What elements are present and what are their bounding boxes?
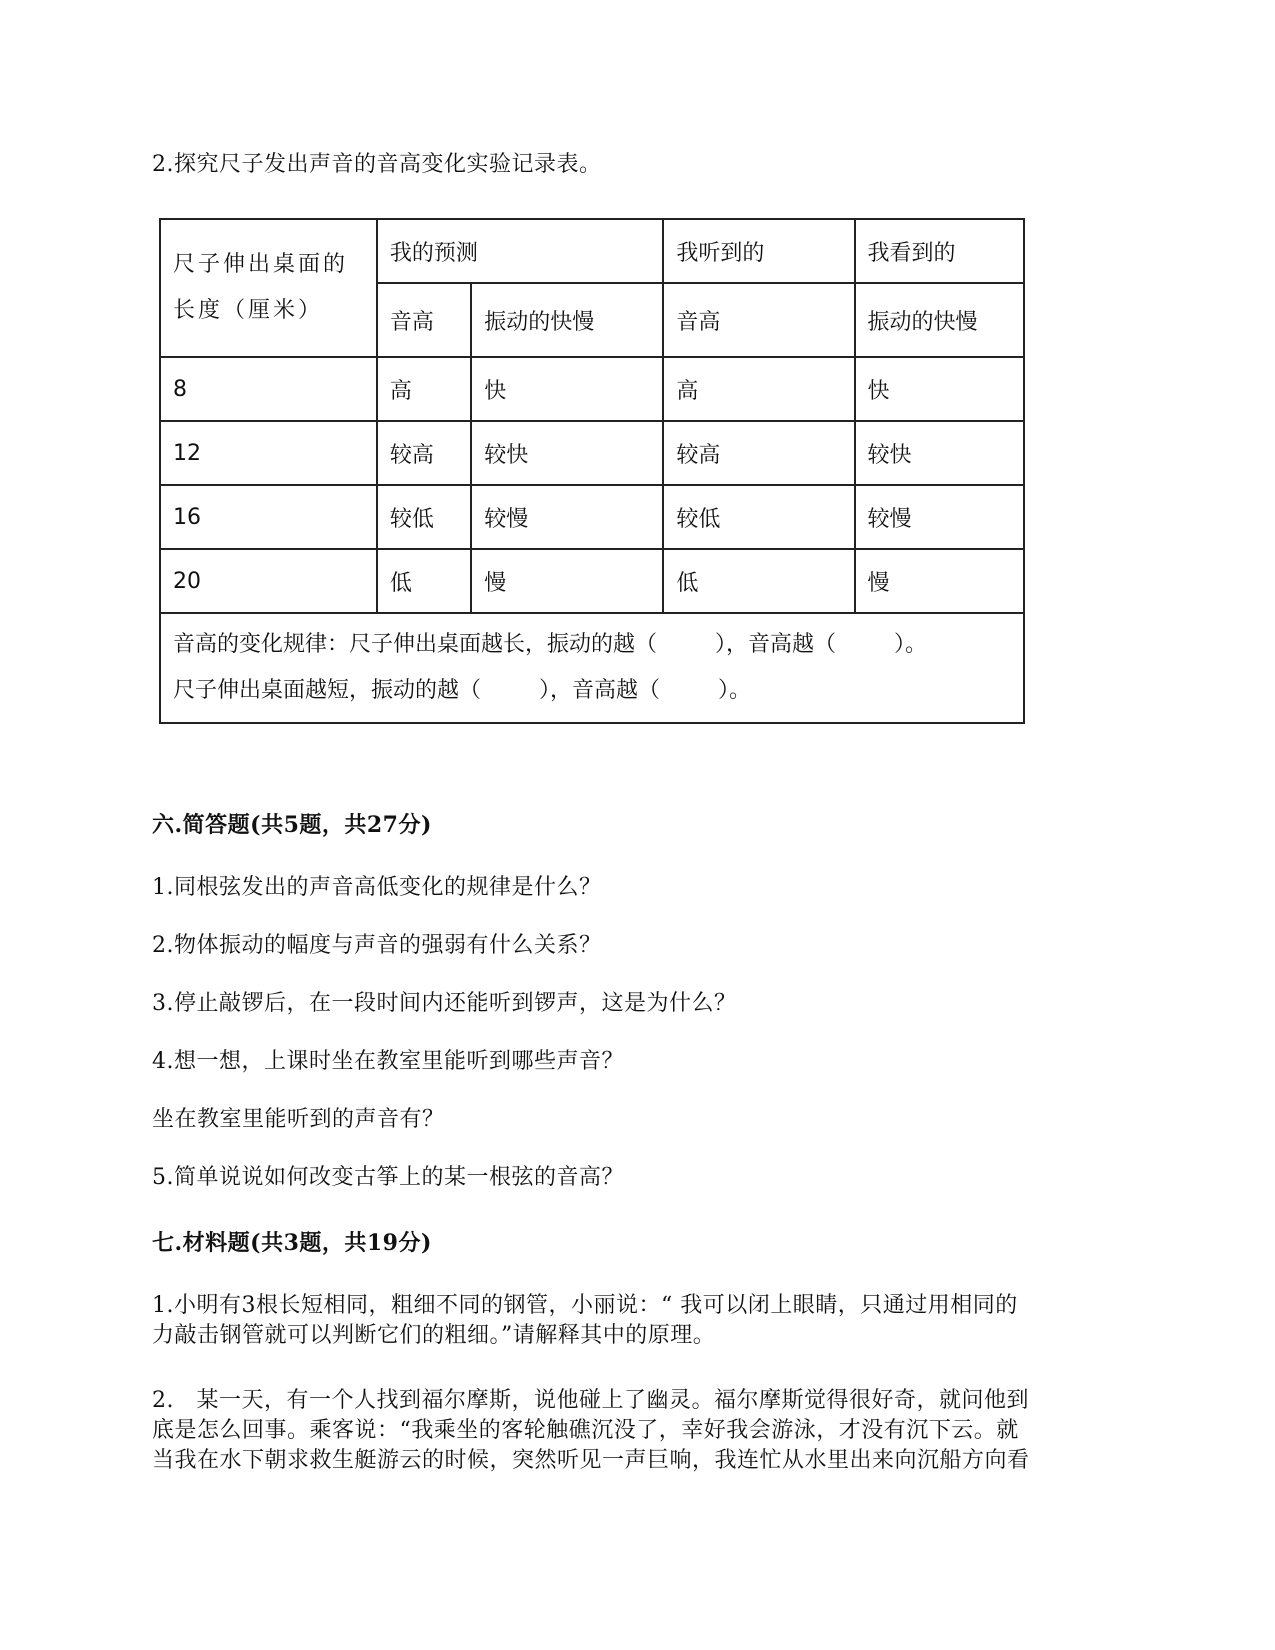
table-row	[160, 549, 1024, 613]
question-item: 2.物体振动的幅度与声音的强弱有什么关系？	[152, 933, 602, 958]
section7-heading: 七.材料题(共3题，共19分)	[152, 1230, 432, 1256]
length-header-cell	[160, 219, 377, 357]
seen-speed-cell: 较快	[855, 421, 1024, 485]
table-row	[160, 357, 1024, 421]
predict-pitch-cell: 较高	[377, 421, 471, 485]
question-item: 3.停止敲锣后，在一段时间内还能听到锣声，这是为什么？	[152, 991, 737, 1016]
predict-group-header: 我的预测	[377, 219, 664, 283]
predict-speed-header: 振动的快慢	[471, 283, 663, 357]
hear-pitch-header: 音高	[663, 283, 854, 357]
material-q2-line: 2. 某一天，有一个人找到福尔摩斯，说他碰上了幽灵。福尔摩斯觉得很好奇，就问他到	[152, 1388, 1029, 1413]
rule-text: 音高的变化规律：尺子伸出桌面越长，振动的越（	[173, 632, 658, 657]
length-cell: 8	[160, 357, 377, 421]
heard-pitch-cell: 低	[663, 549, 854, 613]
predict-pitch-header: 音高	[377, 283, 471, 357]
see-speed-header: 振动的快慢	[855, 283, 1024, 357]
material-q1-line: 力敲击钢管就可以判断它们的粗细。”请解释其中的原理。	[152, 1323, 716, 1348]
question-item: 坐在教室里能听到的声音有？	[152, 1107, 445, 1132]
length-cell: 12	[160, 421, 377, 485]
length-header-label: 尺子伸出桌面的长度（厘米）	[173, 252, 349, 323]
table-header-row	[160, 219, 1024, 283]
experiment-title: 2.探究尺子发出声音的音高变化实验记录表。	[152, 152, 602, 177]
rule-row	[160, 613, 1024, 723]
question-item: 4.想一想，上课时坐在教室里能听到哪些声音？	[152, 1049, 624, 1074]
heard-pitch-cell: 较低	[663, 485, 854, 549]
table-row	[160, 421, 1024, 485]
material-q2-line: 当我在水下朝求救生艇游云的时候，突然听见一声巨响，我连忙从水里出来向沉船方向看	[152, 1448, 1030, 1473]
heard-pitch-cell: 高	[663, 357, 854, 421]
predict-speed-cell: 较快	[471, 421, 663, 485]
heard-pitch-cell: 较高	[663, 421, 854, 485]
rule-text: ），音高越（	[539, 678, 661, 703]
hear-group-header: 我听到的	[663, 219, 854, 283]
predict-pitch-cell: 高	[377, 357, 471, 421]
rule-line-2	[173, 668, 1011, 714]
predict-pitch-cell: 低	[377, 549, 471, 613]
rule-line-1	[173, 622, 1011, 668]
rule-text: ）。	[718, 678, 752, 703]
rule-cell	[160, 613, 1024, 723]
see-group-header: 我看到的	[855, 219, 1024, 283]
seen-speed-cell: 慢	[855, 549, 1024, 613]
rule-text: ）。	[894, 632, 928, 657]
predict-pitch-cell: 较低	[377, 485, 471, 549]
rule-text: ），音高越（	[715, 632, 837, 657]
question-item: 1.同根弦发出的声音高低变化的规律是什么？	[152, 875, 602, 900]
material-q1-line: 1.小明有3根长短相同，粗细不同的钢管，小丽说：“ 我可以闭上眼睛，只通过用相同的	[152, 1293, 1018, 1318]
seen-speed-cell: 较慢	[855, 485, 1024, 549]
predict-speed-cell: 快	[471, 357, 663, 421]
question-item: 5.简单说说如何改变古筝上的某一根弦的音高？	[152, 1165, 624, 1190]
material-q2-line: 底是怎么回事。乘客说：“我乘坐的客轮触礁沉没了，幸好我会游泳，才没有沉下云。就	[152, 1418, 1019, 1443]
predict-speed-cell: 较慢	[471, 485, 663, 549]
rule-text: 尺子伸出桌面越短，振动的越（	[173, 678, 482, 703]
length-cell: 20	[160, 549, 377, 613]
experiment-record-table	[159, 218, 1025, 724]
seen-speed-cell: 快	[855, 357, 1024, 421]
length-cell: 16	[160, 485, 377, 549]
predict-speed-cell: 慢	[471, 549, 663, 613]
table-row	[160, 485, 1024, 549]
section6-heading: 六.简答题(共5题，共27分)	[152, 812, 432, 838]
